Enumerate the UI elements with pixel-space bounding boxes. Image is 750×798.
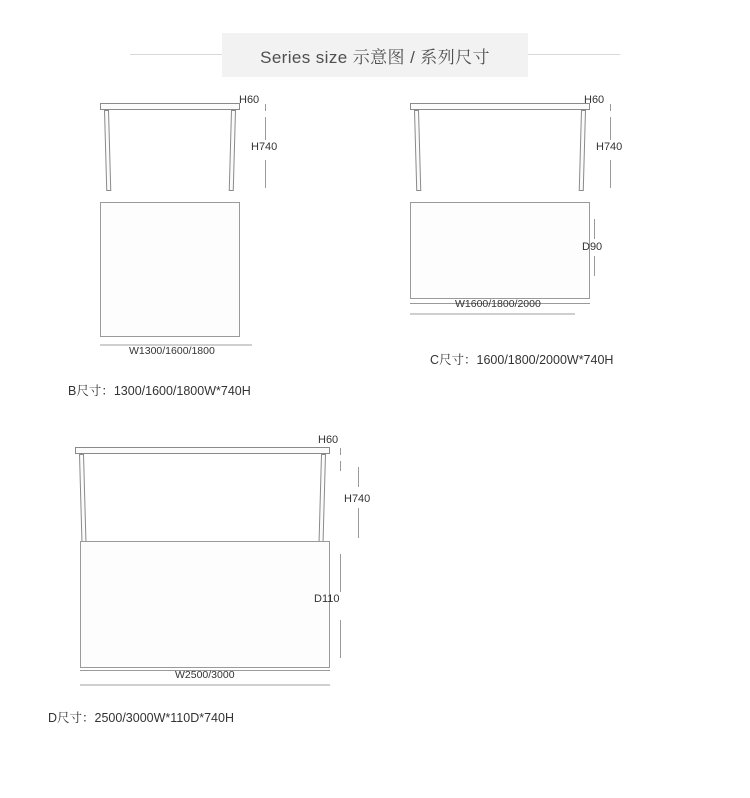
table-leg-right [318, 454, 326, 547]
d90-leader-lower-c [594, 256, 595, 276]
table-plan-c [410, 202, 590, 299]
caption-d: D尺寸：2500/3000W*110D*740H [48, 711, 234, 725]
table-leg-left [79, 454, 87, 547]
h740-leader-upper-d [358, 467, 359, 487]
table-top-bar [410, 103, 590, 110]
caption-c: C尺寸：1600/1800/2000W*740H [430, 353, 614, 367]
d110-leader-lower-d [340, 620, 341, 658]
h740-leader-upper-b [265, 126, 266, 140]
h740-leader-lower-d [358, 508, 359, 538]
h60-leader-lower-c [610, 117, 611, 126]
h60-label-b: H60 [239, 94, 260, 106]
d110-label-d: D110 [314, 593, 340, 605]
table-leg-right [579, 110, 586, 191]
table-plan-b [100, 202, 240, 337]
h60-label-c: H60 [584, 94, 605, 106]
diagram-series-d [0, 420, 750, 725]
h740-leader-lower-b [265, 160, 266, 188]
width-label-b: W1300/1600/1800 [129, 345, 215, 357]
d90-leader-upper-c [594, 219, 595, 239]
h60-leader-upper-c [610, 104, 611, 111]
table-plan-d [80, 541, 330, 668]
h60-leader-upper-d [340, 448, 341, 455]
h740-label-d: H740 [344, 493, 371, 505]
h60-label-d: H60 [318, 434, 339, 446]
h740-label-b: H740 [251, 141, 278, 153]
caption-b: B尺寸：1300/1600/1800W*740H [68, 384, 251, 398]
h740-leader-upper-c [610, 126, 611, 140]
h60-leader-lower-b [265, 117, 266, 126]
width-baseline-c [410, 313, 575, 315]
d110-leader-upper-d [340, 554, 341, 592]
table-elevation-b [100, 103, 240, 191]
h60-leader-lower-d [340, 461, 341, 471]
table-elevation-d [75, 447, 330, 547]
table-top-bar [75, 447, 330, 454]
width-baseline-d [80, 684, 330, 686]
h60-leader-upper-b [265, 104, 266, 111]
table-leg-left [414, 110, 421, 191]
table-leg-right [229, 110, 236, 191]
diagram-series-c [370, 0, 750, 420]
page-title: Series size 示意图 / 系列尺寸 [260, 47, 490, 67]
diagram-series-b [0, 0, 380, 420]
h740-leader-lower-c [610, 160, 611, 188]
width-label-d: W2500/3000 [175, 669, 235, 681]
table-leg-left [104, 110, 111, 191]
h740-label-c: H740 [596, 141, 623, 153]
table-elevation-c [410, 103, 590, 191]
table-top-bar [100, 103, 240, 110]
d90-label-c: D90 [582, 241, 603, 253]
width-label-c: W1600/1800/2000 [455, 298, 541, 310]
